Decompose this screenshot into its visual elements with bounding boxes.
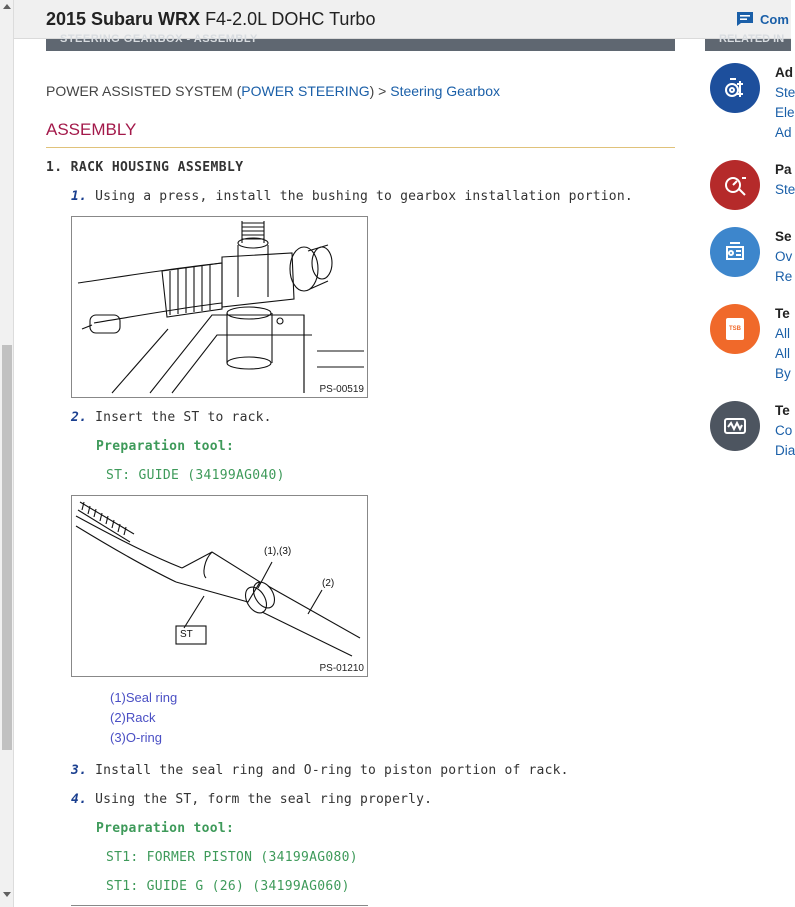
related-tsb-text xyxy=(775,304,791,384)
step-text: Install the seal ring and O-ring to piston portion of rack. xyxy=(95,763,569,778)
breadcrumb-separator: ) > xyxy=(369,83,391,99)
preparation-tool-label: Preparation tool: xyxy=(96,439,235,454)
breadcrumb-link-steering-gearbox[interactable]: Steering Gearbox xyxy=(390,83,500,99)
adjustment-icon xyxy=(710,63,760,113)
step-number: 2. xyxy=(71,410,88,425)
related-link[interactable]: By xyxy=(775,366,791,381)
vehicle-engine: F4-2.0L DOHC Turbo xyxy=(205,9,376,29)
related-heading: Se xyxy=(775,229,792,244)
section-banner-text: STEERING GEARBOX - ASSEMBLY xyxy=(60,33,258,45)
step-1 xyxy=(71,189,633,204)
step-text: Using the ST, form the seal ring properly. xyxy=(95,792,433,807)
related-heading: Pa xyxy=(775,162,792,177)
vehicle-title xyxy=(46,9,375,30)
related-adjustment-text xyxy=(775,63,795,143)
community-button[interactable] xyxy=(736,11,789,27)
related-banner xyxy=(705,33,791,51)
related-tsb[interactable] xyxy=(710,304,791,381)
related-link[interactable]: All xyxy=(775,326,791,341)
service-icon xyxy=(710,227,760,277)
label-seal-oring: (1),(3) xyxy=(264,546,292,557)
related-heading: Te xyxy=(775,306,790,321)
tool-item: ST1: FORMER PISTON (34199AG080) xyxy=(106,850,358,865)
legend-item: (2)Rack xyxy=(110,710,156,725)
related-service-text xyxy=(775,227,792,287)
legend-item: (3)O-ring xyxy=(110,730,163,745)
related-link[interactable]: Ad xyxy=(775,125,792,140)
related-parts-text xyxy=(775,160,795,200)
community-label: Com xyxy=(760,11,789,27)
related-link[interactable]: Ov xyxy=(775,249,793,264)
label-rack: (2) xyxy=(322,578,335,589)
related-heading: Te xyxy=(775,403,790,418)
figure-id: PS-00519 xyxy=(319,384,364,395)
related-link[interactable]: Re xyxy=(775,269,793,284)
figure-id: PS-01210 xyxy=(319,663,364,674)
related-diagrams-text xyxy=(775,401,795,461)
related-link[interactable]: Co xyxy=(775,423,793,438)
tsb-icon xyxy=(710,304,760,354)
section-banner xyxy=(46,33,675,51)
tool-item: ST: GUIDE (34199AG040) xyxy=(106,468,285,483)
figure-st-rack xyxy=(71,495,368,677)
step-number: 4. xyxy=(71,792,88,807)
related-banner-text: RELATED IN xyxy=(719,33,785,45)
breadcrumb xyxy=(46,83,500,99)
related-link[interactable]: All xyxy=(775,346,791,361)
related-service[interactable] xyxy=(710,227,793,287)
step-3 xyxy=(71,763,569,778)
step-4 xyxy=(71,792,432,807)
breadcrumb-root: POWER ASSISTED SYSTEM ( xyxy=(46,83,242,99)
scroll-down-arrow-icon[interactable] xyxy=(3,892,11,897)
section-divider xyxy=(46,147,675,148)
breadcrumb-link-power-steering[interactable]: POWER STEERING xyxy=(241,83,370,99)
label-st: ST xyxy=(180,629,193,640)
page-scrollbar[interactable] xyxy=(0,0,14,907)
step-2 xyxy=(71,410,272,425)
legend-item: (1)Seal ring xyxy=(110,690,178,705)
procedure-heading: 1. RACK HOUSING ASSEMBLY xyxy=(46,160,244,175)
step-number: 3. xyxy=(71,763,88,778)
related-link[interactable]: Ste xyxy=(775,85,795,100)
scroll-up-arrow-icon[interactable] xyxy=(3,4,11,9)
related-diagrams[interactable] xyxy=(710,401,795,461)
scrollbar-thumb[interactable] xyxy=(2,345,12,750)
related-link[interactable]: Dia xyxy=(775,443,795,458)
related-link[interactable]: Ste xyxy=(775,182,795,197)
next-figure-edge xyxy=(71,905,368,906)
vehicle-model: 2015 Subaru WRX xyxy=(46,9,201,29)
related-heading: Ad xyxy=(775,65,793,80)
related-parts[interactable] xyxy=(710,160,795,220)
tsb-badge: TSB xyxy=(726,318,744,340)
step-text: Using a press, install the bushing to gearbox installation portion. xyxy=(95,189,633,204)
step-number: 1. xyxy=(71,189,88,204)
parts-icon xyxy=(710,160,760,210)
bushing-press-illustration xyxy=(72,217,367,397)
preparation-tool-label: Preparation tool: xyxy=(96,821,235,836)
step-text: Insert the ST to rack. xyxy=(95,410,272,425)
related-adjustment[interactable] xyxy=(710,63,795,140)
chat-icon xyxy=(736,11,754,27)
figure-bushing-press xyxy=(71,216,368,398)
related-link[interactable]: Ele xyxy=(775,105,795,120)
diagram-icon xyxy=(710,401,760,451)
tool-item: ST1: GUIDE G (26) (34199AG060) xyxy=(106,879,350,894)
figure-legend xyxy=(110,688,177,748)
section-title: ASSEMBLY xyxy=(46,120,137,139)
